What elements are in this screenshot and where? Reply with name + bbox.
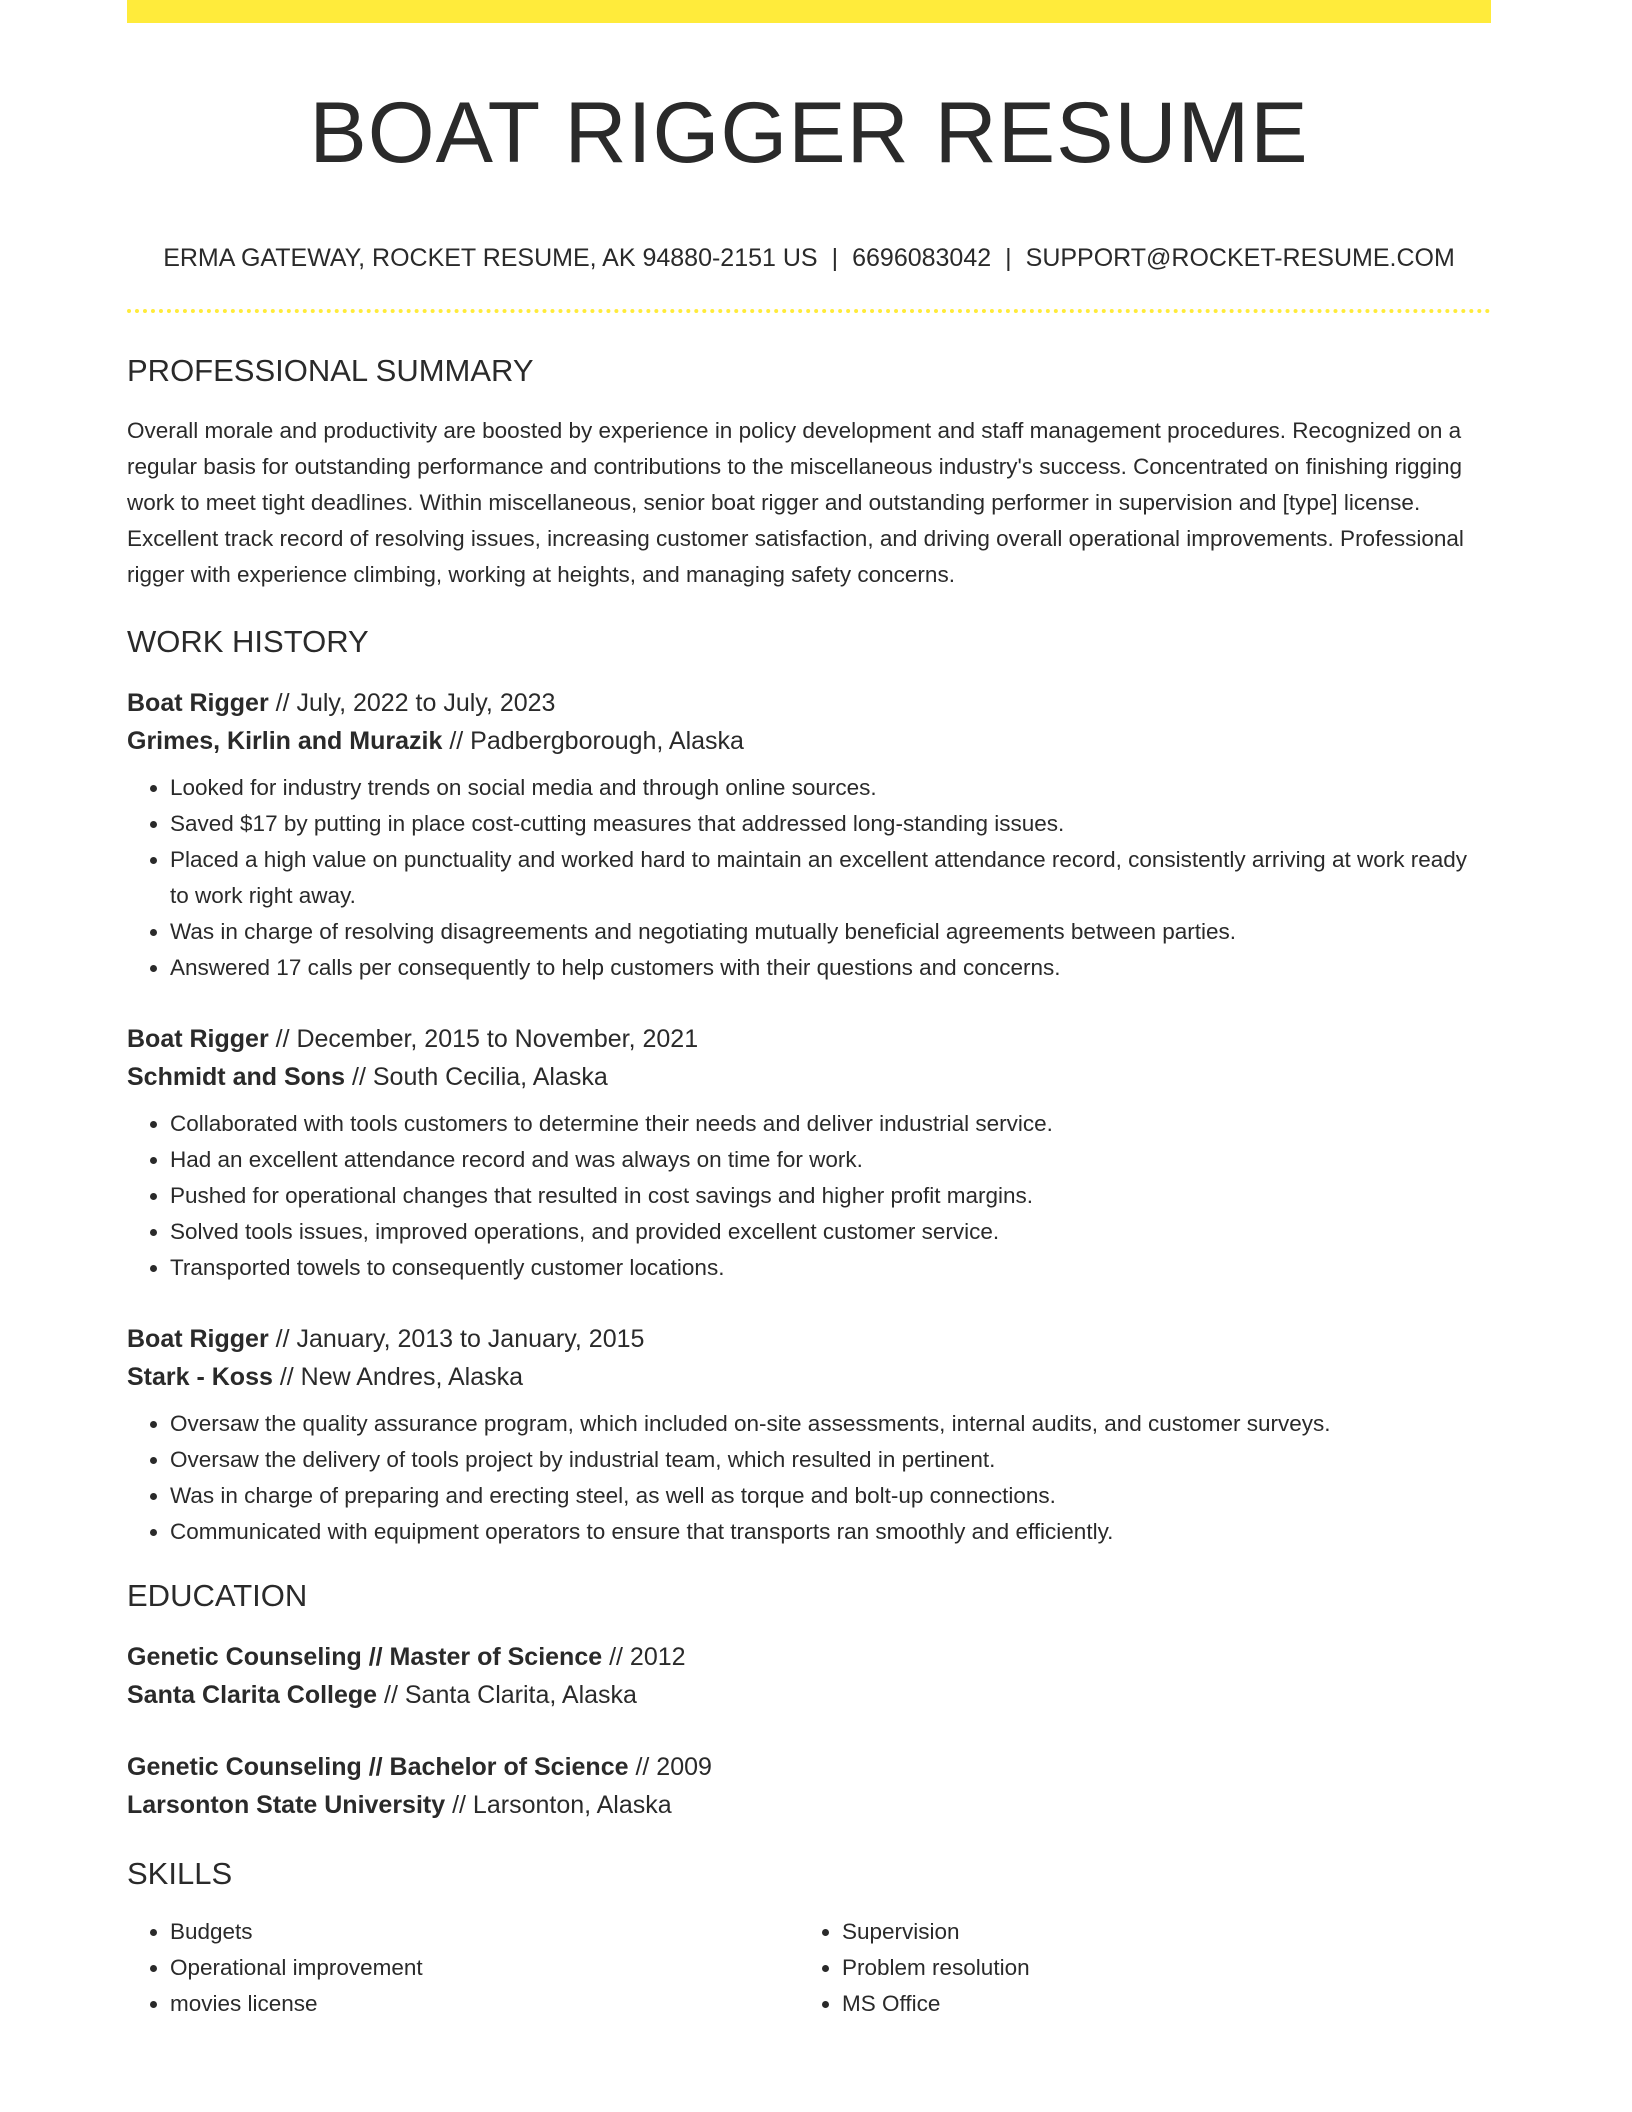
job-location: // New Andres, Alaska — [279, 1363, 524, 1391]
degree-line — [127, 1638, 1491, 1676]
list-item: • movies license — [170, 1986, 799, 2022]
degree-year: // 2009 — [635, 1753, 712, 1781]
list-item: • Collaborated with tools customers to determine their needs and deliver industrial service. — [170, 1106, 1491, 1142]
job-title: Boat Rigger — [127, 1325, 269, 1353]
degree-year: // 2012 — [609, 1643, 686, 1671]
top-accent-bar — [127, 0, 1491, 23]
list-item: • Solved tools issues, improved operations, and provided excellent customer service. — [170, 1214, 1491, 1250]
school-line — [127, 1786, 1491, 1824]
job-company: Schmidt and Sons — [127, 1063, 346, 1091]
list-item: • Oversaw the quality assurance program, which included on-site assessments, internal audits, and customer surveys. — [170, 1406, 1491, 1442]
contact-phone: 6696083042 — [852, 244, 992, 272]
resume-content — [127, 23, 1491, 2022]
job-company-line — [127, 1058, 1491, 1096]
education-entry — [127, 1748, 1491, 1824]
degree-line — [127, 1748, 1491, 1786]
school: Larsonton State University — [127, 1791, 446, 1819]
job-entry — [127, 1020, 1491, 1286]
job-bullets — [127, 1106, 1491, 1286]
job-title-line — [127, 1320, 1491, 1358]
education-heading: EDUCATION — [127, 1578, 308, 1613]
summary-heading: PROFESSIONAL SUMMARY — [127, 353, 534, 388]
job-entry — [127, 1320, 1491, 1550]
education-entry — [127, 1638, 1491, 1714]
school: Santa Clarita College — [127, 1681, 378, 1709]
skills-grid — [127, 1914, 1491, 2022]
skills-list-left — [127, 1914, 799, 2022]
skills-list-right — [799, 1914, 1471, 2022]
list-item: • MS Office — [842, 1986, 1471, 2022]
list-item: • Placed a high value on punctuality and worked hard to maintain an excellent attendance record, consistently arriving at work ready to work right away. — [170, 842, 1491, 914]
work-history-heading: WORK HISTORY — [127, 624, 369, 659]
job-company-line — [127, 722, 1491, 760]
job-title: Boat Rigger — [127, 689, 269, 717]
dotted-divider — [127, 309, 1491, 313]
list-item: • Pushed for operational changes that resulted in cost savings and higher profit margins. — [170, 1178, 1491, 1214]
list-item: • Oversaw the delivery of tools project by industrial team, which resulted in pertinent. — [170, 1442, 1491, 1478]
school-line — [127, 1676, 1491, 1714]
job-dates: // January, 2013 to January, 2015 — [275, 1325, 645, 1353]
list-item: • Saved $17 by putting in place cost-cutting measures that addressed long-standing issues. — [170, 806, 1491, 842]
list-item: • Problem resolution — [842, 1950, 1471, 1986]
job-title-line — [127, 1020, 1491, 1058]
list-item: • Was in charge of resolving disagreements and negotiating mutually beneficial agreements between parties. — [170, 914, 1491, 950]
contact-email: SUPPORT@ROCKET-RESUME.COM — [1025, 244, 1455, 272]
contact-separator: | — [831, 244, 839, 272]
job-entry — [127, 684, 1491, 986]
job-bullets — [127, 770, 1491, 986]
job-bullets — [127, 1406, 1491, 1550]
job-company-line — [127, 1358, 1491, 1396]
list-item: • Answered 17 calls per consequently to help customers with their questions and concerns. — [170, 950, 1491, 986]
contact-address: ERMA GATEWAY, ROCKET RESUME, AK 94880-2151 US — [163, 244, 818, 272]
list-item: • Operational improvement — [170, 1950, 799, 1986]
list-item: • Transported towels to consequently customer locations. — [170, 1250, 1491, 1286]
job-title: Boat Rigger — [127, 1025, 269, 1053]
list-item: • Communicated with equipment operators to ensure that transports ran smoothly and efficiently. — [170, 1514, 1491, 1550]
school-location: // Larsonton, Alaska — [452, 1791, 672, 1819]
list-item: • Was in charge of preparing and erecting steel, as well as torque and bolt-up connections. — [170, 1478, 1491, 1514]
degree: Genetic Counseling // Master of Science — [127, 1643, 603, 1671]
degree: Genetic Counseling // Bachelor of Science — [127, 1753, 629, 1781]
skills-heading: SKILLS — [127, 1856, 233, 1891]
job-dates: // July, 2022 to July, 2023 — [275, 689, 556, 717]
job-location: // Padbergborough, Alaska — [449, 727, 744, 755]
job-company: Stark - Koss — [127, 1363, 273, 1391]
job-dates: // December, 2015 to November, 2021 — [275, 1025, 699, 1053]
summary-text: Overall morale and productivity are boosted by experience in policy development and staff management procedures. Recognized on a regular basis for outstanding performance and contributions to the miscellaneous industry's success. Concentrated on finishing rigging work to meet tight deadlines. Within miscellaneous, senior boat rigger and outstanding performer in supervision and [type] license. Excellent track record of resolving issues, increasing customer satisfaction, and driving overall operational improvements. Professional rigger with experience climbing, working at heights, and managing safety concerns. — [127, 418, 1464, 587]
school-location: // Santa Clarita, Alaska — [384, 1681, 637, 1709]
resume-title: BOAT RIGGER RESUME — [309, 85, 1309, 181]
job-location: // South Cecilia, Alaska — [352, 1063, 608, 1091]
contact-line — [127, 243, 1491, 273]
list-item: • Supervision — [842, 1914, 1471, 1950]
job-title-line — [127, 684, 1491, 722]
list-item: • Had an excellent attendance record and was always on time for work. — [170, 1142, 1491, 1178]
job-company: Grimes, Kirlin and Murazik — [127, 727, 443, 755]
list-item: • Budgets — [170, 1914, 799, 1950]
list-item: • Looked for industry trends on social media and through online sources. — [170, 770, 1491, 806]
contact-separator: | — [1005, 244, 1012, 272]
